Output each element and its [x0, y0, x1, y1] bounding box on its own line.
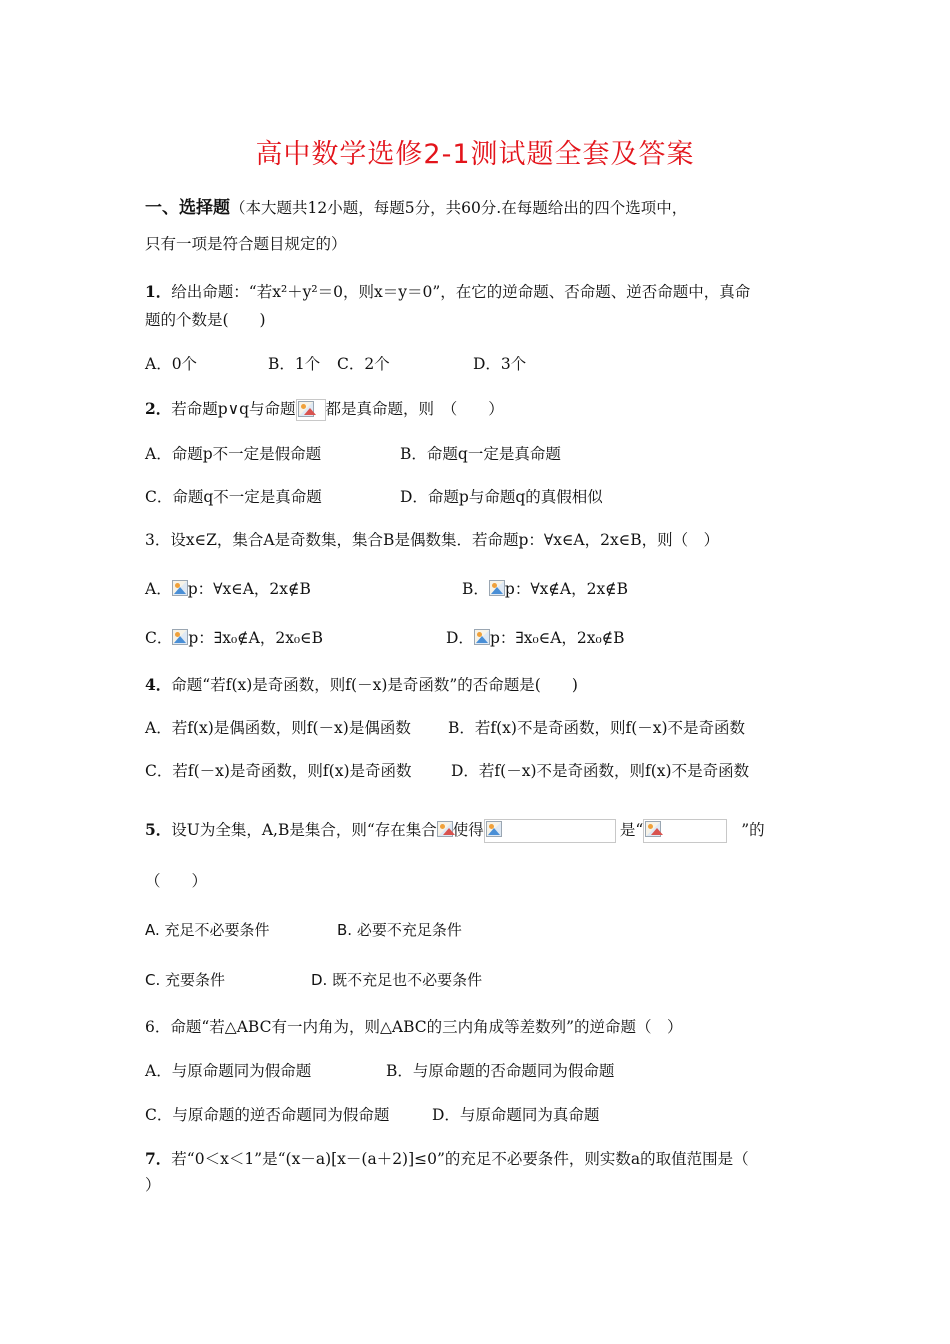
question-1-options: [145, 353, 197, 375]
question-5-option-b: B. 必要不充足条件: [337, 921, 462, 939]
question-5-mid: 使得: [452, 821, 484, 839]
question-1-option-a: A．0个: [145, 355, 198, 373]
option-letter: C．: [145, 629, 173, 647]
question-3-number: 3．: [145, 531, 171, 549]
question-3-option-b: [462, 578, 628, 600]
image-icon: [172, 629, 188, 645]
question-1-number: 1．: [145, 282, 172, 301]
question-4-option-d: D．若f(－x)不是奇函数，则f(x)不是奇函数: [451, 762, 750, 780]
question-5-line: [145, 819, 765, 843]
question-4-option-b: B．若f(x)不是奇函数，则f(－x)不是奇函数: [448, 719, 746, 737]
question-1-text: 给出命题：“若x²＋y²＝0，则x＝y＝0”，在它的逆命题、否命题、逆否命题中，真命: [171, 283, 751, 301]
question-6-option-c: C．与原命题的逆否命题同为假命题: [145, 1106, 390, 1124]
image-icon: [486, 821, 502, 837]
question-1-option-c: C．2个: [337, 355, 390, 373]
question-5-line2: （ ）: [145, 872, 208, 890]
option-letter: B．: [462, 580, 489, 598]
section-header: [145, 197, 687, 219]
question-2-option-d: D．命题p与命题q的真假相似: [400, 488, 603, 506]
option-letter: A．: [145, 580, 172, 598]
question-1-option-d: D．3个: [473, 355, 527, 373]
question-5-number: 5．: [145, 820, 172, 839]
question-1-option-b: B．1个: [268, 355, 321, 373]
question-5-pre: 设U为全集，A,B是集合，则“存在集合: [171, 821, 437, 839]
question-5-option-d: D. 既不充足也不必要条件: [311, 971, 483, 989]
question-4-line: [145, 674, 578, 696]
question-4-option-c: C．若f(－x)是奇函数，则f(x)是奇函数: [145, 762, 412, 780]
document-title: 高中数学选修2-1测试题全套及答案: [255, 139, 695, 170]
question-2-option-c: C．命题q不一定是真命题: [145, 488, 322, 506]
question-5-option-c: C. 充要条件: [145, 971, 226, 989]
question-4-number: 4．: [145, 675, 172, 694]
question-1-line1: [145, 281, 750, 303]
image-icon: [489, 580, 505, 596]
image-placeholder: [643, 819, 727, 843]
question-7-text: 若“0＜x＜1”是“(x－a)[x－(a＋2)]≤0”的充足不必要条件，则实数a的取值范围是（: [171, 1150, 749, 1168]
question-4-option-a: A．若f(x)是偶函数，则f(－x)是偶函数: [145, 719, 411, 737]
question-6-option-d: D．与原命题同为真命题: [432, 1106, 600, 1124]
question-6-line: [145, 1016, 683, 1038]
question-5-post: ”的: [741, 821, 765, 839]
question-2-number: 2．: [145, 399, 172, 418]
question-6-option-b: B．与原命题的否命题同为假命题: [386, 1062, 615, 1080]
section-heading: 一、选择题: [145, 198, 230, 218]
question-6-number: 6．: [145, 1018, 171, 1036]
section-note-line2: 只有一项是符合题目规定的）: [145, 235, 347, 253]
option-text: p：∀x∈A，2x∉B: [187, 580, 311, 598]
section-note-line1: （本大题共12小题，每题5分，共60分.在每题给出的四个选项中，: [230, 199, 688, 217]
question-3-option-a: [145, 578, 311, 600]
question-5-option-a: A. 充足不必要条件: [145, 921, 270, 939]
question-3-text: 设x∈Z，集合A是奇数集，集合B是偶数集．若命题p：∀x∈A，2x∈B，则（ ）: [170, 531, 720, 549]
question-2-post: 都是真命题，则 （ ）: [325, 400, 504, 418]
image-icon: [474, 629, 490, 645]
question-3-option-d: [446, 627, 625, 649]
question-6-text: 命题“若△ABC有一内角为，则△ABC的三内角成等差数列”的逆命题（ ）: [170, 1018, 683, 1036]
question-2-option-b: B．命题q一定是真命题: [400, 445, 561, 463]
question-3-line: [145, 529, 719, 551]
image-icon: [645, 821, 661, 837]
question-5-mid2: 是“: [619, 821, 644, 839]
question-7-number: 7．: [145, 1149, 172, 1168]
question-6-option-a: A．与原命题同为假命题: [145, 1062, 312, 1080]
image-icon: [298, 401, 314, 417]
option-text: p：∃x₀∉A，2x₀∈B: [188, 629, 324, 647]
question-2-option-a: A．命题p不一定是假命题: [145, 445, 322, 463]
option-letter: D．: [446, 629, 474, 647]
question-3-option-c: [145, 627, 323, 649]
image-icon: [437, 821, 453, 837]
image-placeholder: [296, 399, 326, 421]
question-2-line: [145, 398, 504, 421]
option-text: p：∃x₀∈A，2x₀∉B: [489, 629, 625, 647]
question-7-line2: ）: [145, 1176, 161, 1194]
question-4-text: 命题“若f(x)是奇函数，则f(－x)是奇函数”的否命题是( ): [171, 676, 578, 694]
image-placeholder: [484, 819, 616, 843]
question-1-line2: 题的个数是( ): [145, 311, 266, 329]
image-icon: [172, 580, 188, 596]
question-2-pre: 若命题p∨q与命题: [171, 400, 296, 418]
question-7-line1: [145, 1148, 749, 1170]
option-text: p：∀x∉A，2x∉B: [504, 580, 629, 598]
